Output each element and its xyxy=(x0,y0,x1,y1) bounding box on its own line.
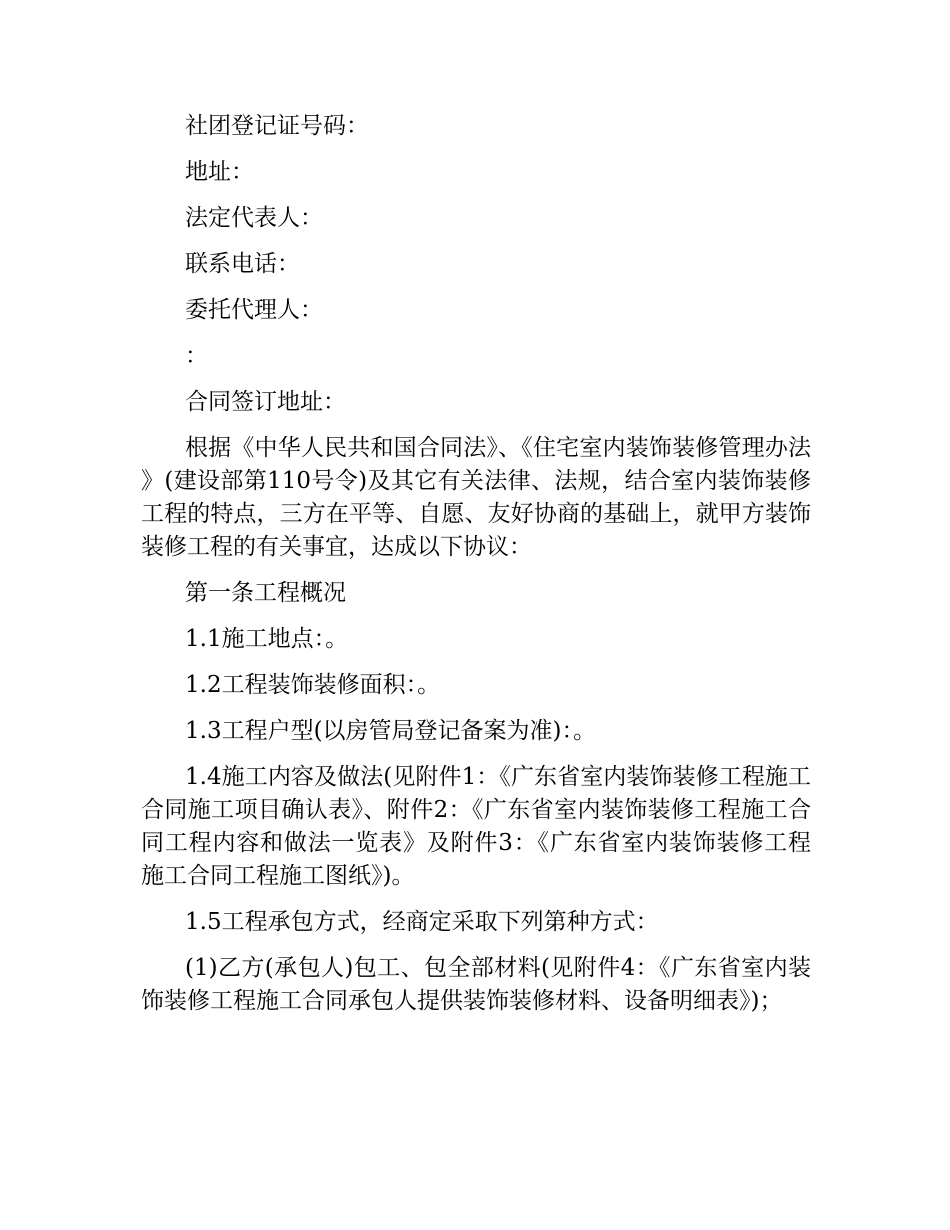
clause-1-3: 1.3工程户型(以房管局登记备案为准)：。 xyxy=(185,718,597,744)
field-registration-number: 社团登记证号码： xyxy=(185,113,369,139)
clause-1-4: 1.4施工内容及做法(见附件1：《广东省室内装饰装修工程施工合同施工项目确认表》、附件2：《广东省室内装饰装修工程施工合同工程内容和做法一览表》及附件3：《广东省室内装饰装修工程施工合同工程施工图纸》)。 xyxy=(141,764,811,889)
field-authorized-agent: 委托代理人： xyxy=(185,297,323,323)
article-title: 第一条工程概况 xyxy=(185,580,346,606)
field-phone: 联系电话： xyxy=(185,251,300,277)
contract-body xyxy=(141,110,811,1031)
clause-1-1: 1.1施工地点：。 xyxy=(185,626,349,652)
field-signing-address: 合同签订地址： xyxy=(185,389,346,415)
field-legal-representative: 法定代表人： xyxy=(185,205,323,231)
clause-1-2: 1.2工程装饰装修面积：。 xyxy=(185,672,441,698)
clause-1-5: 1.5工程承包方式，经商定采取下列第种方式： xyxy=(185,909,659,935)
clause-1-5-option-1: (1)乙方(承包人)包工、包全部材料(见附件4：《广东省室内装饰装修工程施工合同承包人提供装饰装修材料、设备明细表》)； xyxy=(141,955,811,1014)
field-blank: ： xyxy=(185,343,208,369)
intro-paragraph: 根据《中华人民共和国合同法》、《住宅室内装饰装修管理办法》(建设部第110号令)及其它有关法律、法规，结合室内装饰装修工程的特点，三方在平等、自愿、友好协商的基础上，就甲方装饰装修工程的有关事宜，达成以下协议： xyxy=(141,435,811,560)
field-address: 地址： xyxy=(185,159,254,185)
